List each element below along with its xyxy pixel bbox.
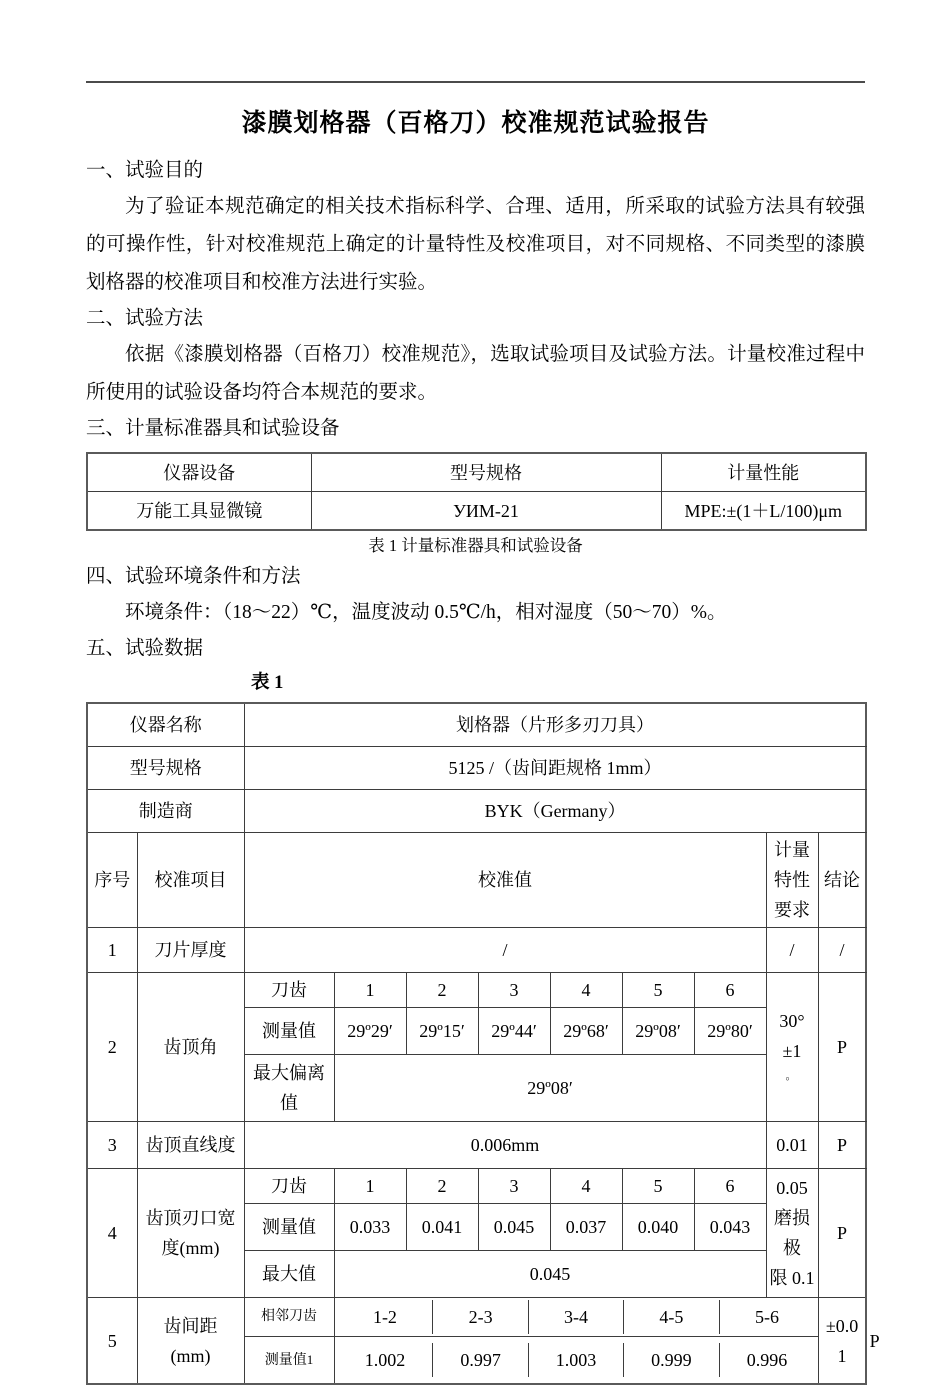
cell-conclusion-1: / (818, 928, 866, 973)
cell-tooth-4-1: 1 (334, 1169, 406, 1204)
calibration-data-table (86, 702, 880, 1385)
table-cell-instrument: 万能工具显微镜 (87, 492, 311, 531)
cell-sublabel-teeth-4: 刀齿 (244, 1169, 334, 1204)
cell-measurement-5-2: 0.997 (433, 1343, 528, 1377)
header-item: 校准项目 (137, 833, 244, 928)
cell-pair-5-4: 4-5 (624, 1300, 719, 1334)
cell-measurement-4-5: 0.040 (622, 1204, 694, 1251)
cell-measurement-2-4: 29º68′ (550, 1008, 622, 1055)
requirement-value-2 (770, 1006, 815, 1082)
header-requirement: 计量特性要求 (766, 833, 818, 928)
cell-tooth-4-3: 3 (478, 1169, 550, 1204)
table-row-2 (87, 973, 866, 1008)
cell-tooth-4-5: 5 (622, 1169, 694, 1204)
table-row-manufacturer (87, 790, 866, 833)
pairs-row (338, 1300, 815, 1334)
value-model: 5125 /（齿间距规格 1mm） (244, 747, 866, 790)
section-heading-3: 三、计量标准器具和试验设备 (86, 418, 340, 439)
section-heading-1: 一、试验目的 (86, 160, 204, 181)
cell-measurement-5-1: 1.002 (338, 1343, 433, 1377)
cell-tooth-2-1: 1 (334, 973, 406, 1008)
cell-pair-5-5: 5-6 (719, 1300, 814, 1334)
cell-conclusion-3: P (818, 1122, 866, 1169)
cell-tooth-2-3: 3 (478, 973, 550, 1008)
table-row-model (87, 747, 866, 790)
cell-tooth-4-6: 6 (694, 1169, 766, 1204)
cell-sublabel-maxval-4: 最大值 (244, 1251, 334, 1298)
table-row-instrument-name (87, 703, 866, 747)
table-header-cell-instrument: 仪器设备 (87, 453, 311, 492)
cell-tooth-4-2: 2 (406, 1169, 478, 1204)
section-paragraph-1: 为了验证本规范确定的相关技术指标科学、合理、适用，所采取的试验方法具有较强的可操作性，针对校准规范上确定的计量特性及校准项目，对不同规格、不同类型的漆膜划格器的校准项目和校准方法进行实验。 (86, 196, 865, 293)
cell-seq-2: 2 (87, 973, 137, 1122)
requirement-main-2: 30° ±1 (779, 1011, 805, 1061)
section-heading-2: 二、试验方法 (86, 308, 204, 329)
label-instrument-name: 仪器名称 (87, 703, 244, 747)
cell-measurement-2-3: 29º44′ (478, 1008, 550, 1055)
table-row-4 (87, 1169, 866, 1204)
table-row-5: 5 齿间距 (mm) 相邻刀齿 1-2 2-3 3-4 4-5 5-6 ±0.01 P (87, 1298, 866, 1337)
data-table-label: 表 1 (251, 673, 284, 693)
cell-requirement-1: / (766, 928, 818, 973)
cell-measurement-5-3: 1.003 (528, 1343, 623, 1377)
cell-requirement-4 (766, 1169, 818, 1298)
cell-requirement-5: ±0.01 (818, 1298, 866, 1385)
table-header-cell-model: 型号规格 (311, 453, 661, 492)
header-value: 校准值 (244, 833, 766, 928)
cell-sublabel-teeth-2: 刀齿 (244, 973, 334, 1008)
cell-measurement-2-2: 29º15′ (406, 1008, 478, 1055)
requirement-line1-4: 0.05 (776, 1178, 808, 1198)
cell-item-1: 刀片厚度 (137, 928, 244, 973)
table-header-cell-performance: 计量性能 (661, 453, 866, 492)
cell-measurement-4-4: 0.037 (550, 1204, 622, 1251)
cell-measurement-4-2: 0.041 (406, 1204, 478, 1251)
cell-pair-5-1: 1-2 (338, 1300, 433, 1334)
header-seq: 序号 (87, 833, 137, 928)
table-row-3 (87, 1122, 866, 1169)
cell-tooth-2-6: 6 (694, 973, 766, 1008)
item-line2-5: (mm) (170, 1345, 211, 1366)
section-paragraph-2: 依据《漆膜划格器（百格刀）校准规范》，选取试验项目及试验方法。计量校准过程中所使用的试验设备均符合本规范的要求。 (86, 344, 865, 403)
table-header-row (87, 833, 866, 928)
cell-max-deviation-2: 29º08′ (334, 1055, 766, 1122)
cell-item-4: 齿顶刃口宽度(mm) (137, 1169, 244, 1298)
section-heading-5: 五、试验数据 (86, 638, 204, 659)
label-manufacturer: 制造商 (87, 790, 244, 833)
cell-value-3: 0.006mm (244, 1122, 766, 1169)
value-manufacturer: BYK（Germany） (244, 790, 866, 833)
cell-measurement-5-5: 0.996 (719, 1343, 814, 1377)
section-paragraph-4: 环境条件：（18～22）℃，温度波动 0.5℃/h，相对湿度（50～70）%。 (125, 602, 727, 623)
requirement-degree-mark-2: 。 (785, 1070, 797, 1082)
cell-measurement-2-6: 29º80′ (694, 1008, 766, 1055)
cell-tooth-2-4: 4 (550, 973, 622, 1008)
value-instrument-name: 划格器（片形多刃刀具） (244, 703, 866, 747)
cell-measurement-4-3: 0.045 (478, 1204, 550, 1251)
cell-seq-3: 3 (87, 1122, 137, 1169)
cell-pair-5-3: 3-4 (528, 1300, 623, 1334)
cell-seq-4: 4 (87, 1169, 137, 1298)
requirement-line3-4: 限 0.1 (769, 1268, 815, 1288)
table-header-row (87, 453, 866, 492)
page-title: 漆膜划格器（百格刀）校准规范试验报告 (241, 110, 710, 137)
table-row (87, 492, 866, 531)
cell-sublabel-pairs-5: 相邻刀齿 (244, 1298, 334, 1337)
cell-measurement-2-1: 29º29′ (334, 1008, 406, 1055)
cell-value-1: / (244, 928, 766, 973)
document-content (86, 104, 880, 1385)
cell-item-2: 齿顶角 (137, 973, 244, 1122)
cell-measurement-2-5: 29º08′ (622, 1008, 694, 1055)
cell-seq-1: 1 (87, 928, 137, 973)
table-cell-performance: MPE:±(1＋L/100)μm (661, 492, 866, 531)
header-rule (86, 81, 865, 83)
cell-measurement-4-1: 0.033 (334, 1204, 406, 1251)
cell-tooth-2-2: 2 (406, 973, 478, 1008)
table-row-1 (87, 928, 866, 973)
cell-measurement-5-4: 0.999 (624, 1343, 719, 1377)
cell-seq-5: 5 (87, 1298, 137, 1385)
requirement-line2-4: 磨损极 (774, 1208, 810, 1258)
equipment-table-wrapper (86, 452, 865, 560)
measurements-row (338, 1343, 815, 1377)
table-cell-model: УИМ-21 (311, 492, 661, 531)
pairs-nested-host (334, 1298, 818, 1337)
cell-sublabel-measured-4: 测量值 (244, 1204, 334, 1251)
cell-conclusion-2: P (818, 973, 866, 1122)
cell-tooth-4-4: 4 (550, 1169, 622, 1204)
cell-item-3: 齿顶直线度 (137, 1122, 244, 1169)
cell-pair-5-2: 2-3 (433, 1300, 528, 1334)
measured-label-5: 测量值 (264, 1352, 307, 1368)
cell-item-5 (137, 1298, 244, 1385)
measurements-nested-table (338, 1343, 815, 1377)
section-heading-4: 四、试验环境条件和方法 (86, 566, 301, 587)
header-conclusion: 结论 (818, 833, 866, 928)
cell-conclusion-4: P (818, 1169, 866, 1298)
measured-index-5: 1 (306, 1351, 314, 1367)
equipment-table (86, 452, 867, 531)
label-model: 型号规格 (87, 747, 244, 790)
cell-requirement-2 (766, 973, 818, 1122)
cell-sublabel-measured-2: 测量值 (244, 1008, 334, 1055)
cell-tooth-2-5: 5 (622, 973, 694, 1008)
equipment-table-caption: 表 1 计量标准器具和试验设备 (368, 536, 583, 555)
cell-sublabel-maxdev-2: 最大偏离值 (244, 1055, 334, 1122)
item-line1-5: 齿间距 (163, 1315, 218, 1336)
cell-max-value-4: 0.045 (334, 1251, 766, 1298)
cell-requirement-3: 0.01 (766, 1122, 818, 1169)
pairs-nested-table (338, 1300, 815, 1334)
cell-measurement-4-6: 0.043 (694, 1204, 766, 1251)
